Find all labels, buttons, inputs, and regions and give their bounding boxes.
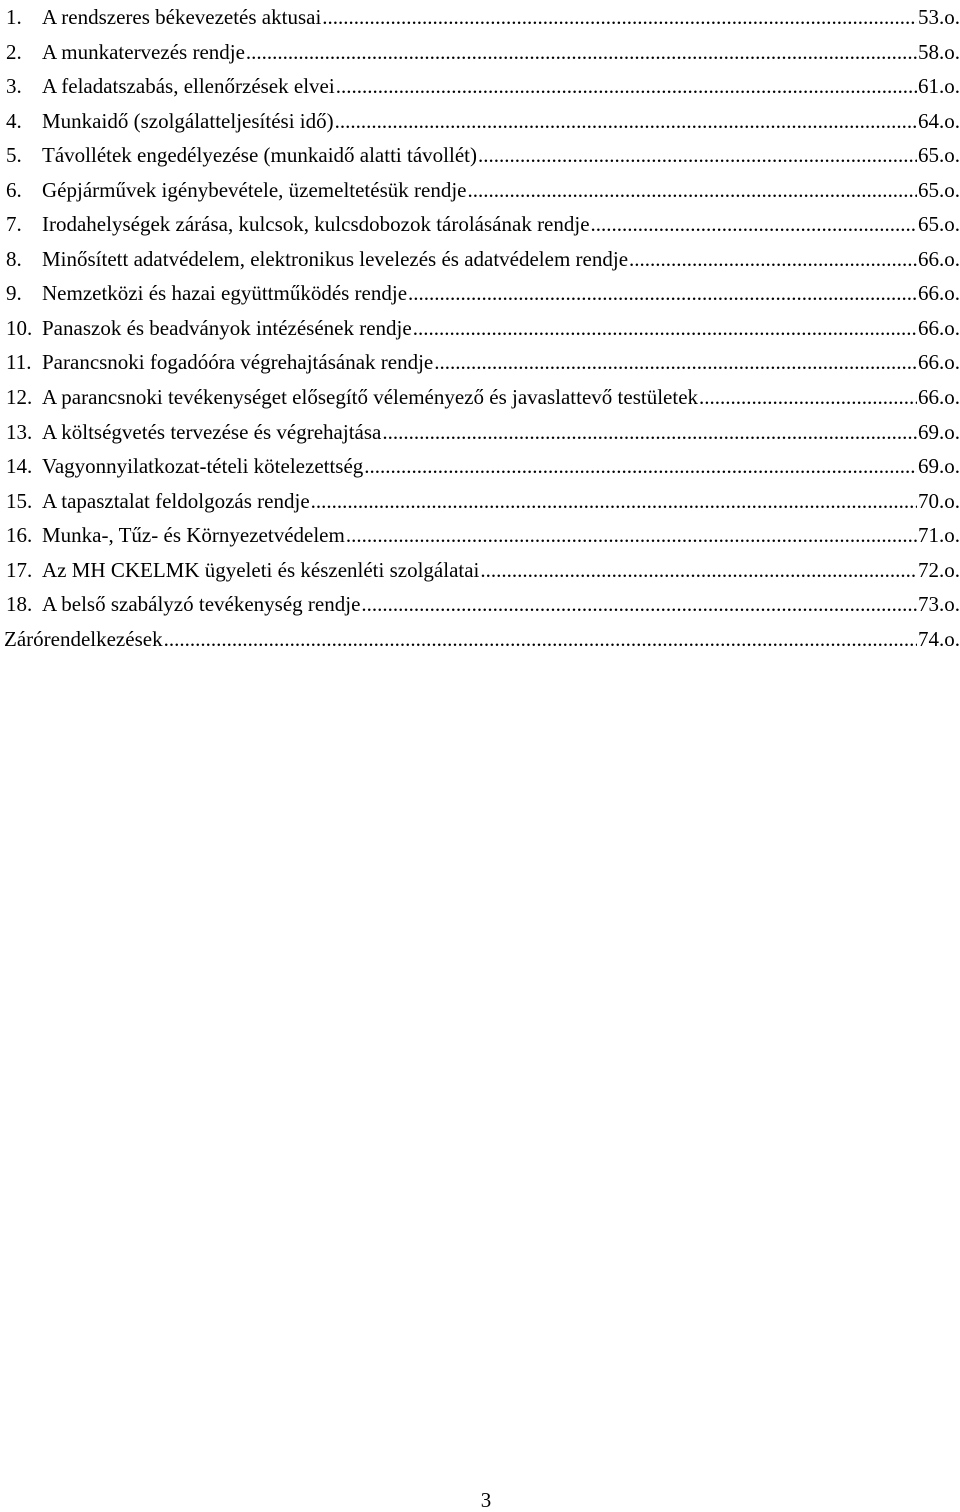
toc-entry-number: 17. <box>6 557 33 582</box>
toc-entry-page: 65.o. <box>918 212 960 237</box>
toc-leader-dots <box>478 138 917 173</box>
toc-entry-number: 7. <box>6 212 22 237</box>
toc-entry <box>6 449 960 484</box>
toc-entry-page: 64.o. <box>918 108 960 133</box>
toc-entry-page: 66.o. <box>918 385 960 410</box>
toc-leader-dots <box>311 484 917 519</box>
toc-leader-dots <box>335 104 917 139</box>
toc-entry-title: A rendszeres békevezetés aktusai <box>42 5 322 29</box>
toc-entry <box>6 35 960 70</box>
page-number: 3 <box>480 1488 492 1512</box>
toc-entry-title: Munkaidő (szolgálatteljesítési idő) <box>42 108 334 133</box>
toc-entry-number: 4. <box>6 108 22 133</box>
toc-entry <box>6 380 960 415</box>
toc-entry <box>6 276 960 311</box>
toc-entry-page: 58.o. <box>918 39 960 64</box>
toc-entry <box>6 104 960 139</box>
toc-entry-title: A belső szabályzó tevékenység rendje <box>42 592 361 617</box>
toc-entry-title: A tapasztalat feldolgozás rendje <box>42 488 310 513</box>
toc-entry <box>6 173 960 208</box>
toc-entry <box>6 207 960 242</box>
toc-entry-title: A feladatszabás, ellenőrzések elvei <box>42 74 335 99</box>
toc-entry-number: 3. <box>6 74 22 99</box>
toc-entry-title: Irodahelységek zárása, kulcsok, kulcsdobozok tárolásának rendje <box>42 212 590 237</box>
toc-leader-dots <box>434 345 917 380</box>
toc-entry-page: 69.o. <box>918 454 960 479</box>
toc-entry <box>6 345 960 380</box>
toc-entry <box>6 415 960 450</box>
toc-entry-page: 65.o. <box>918 143 960 168</box>
toc-leader-dots <box>480 553 917 588</box>
toc-entry-number: 5. <box>6 143 22 168</box>
toc-entry-number: 9. <box>6 281 22 306</box>
toc-entry <box>6 587 960 622</box>
toc-entry-number: 2. <box>6 39 22 64</box>
toc-leader-dots <box>346 518 917 553</box>
toc-entry-number: 11. <box>6 350 32 375</box>
toc-leader-dots <box>361 587 917 622</box>
toc-entry <box>6 69 960 104</box>
toc-entry-page: 69.o. <box>918 419 960 444</box>
toc-leader-dots <box>629 242 917 277</box>
toc-entry-closing <box>4 622 960 657</box>
toc-entry-title: Munka-, Tűz- és Környezetvédelem <box>42 523 345 548</box>
toc-entry-page: 73.o. <box>918 592 960 617</box>
toc-entry-page: 74.o. <box>918 626 960 651</box>
toc-entry-number: 8. <box>6 246 22 271</box>
toc-leader-dots <box>164 622 917 657</box>
toc-entry-title: Zárórendelkezések <box>4 626 163 651</box>
toc-entry-number: 15. <box>6 488 33 513</box>
toc-entry-page: 66.o. <box>918 315 960 340</box>
toc-leader-dots <box>336 69 917 104</box>
toc-leader-dots <box>413 311 917 346</box>
toc-entry-page: 61.o. <box>918 74 960 99</box>
toc-leader-dots <box>246 35 917 70</box>
toc-entry-page: 53.o. <box>918 5 960 29</box>
toc-entry-title: Nemzetközi és hazai együttműködés rendje <box>42 281 408 306</box>
toc-entry-title: Minősített adatvédelem, elektronikus levelezés és adatvédelem rendje <box>42 246 629 271</box>
toc-entry-page: 66.o. <box>918 281 960 306</box>
toc-leader-dots <box>322 0 917 35</box>
toc-leader-dots <box>467 173 917 208</box>
toc-entry <box>6 484 960 519</box>
toc-entry-title: A parancsnoki tevékenységet elősegítő véleményező és javaslattevő testületek <box>42 385 699 410</box>
table-of-contents <box>6 0 960 656</box>
toc-entry-page: 70.o. <box>918 488 960 513</box>
toc-entry-page: 66.o. <box>918 246 960 271</box>
toc-entry-number: 16. <box>6 523 33 548</box>
toc-entry <box>6 518 960 553</box>
toc-leader-dots <box>591 207 917 242</box>
toc-entry-title: A költségvetés tervezése és végrehajtása <box>42 419 382 444</box>
toc-entry-number: 10. <box>6 315 33 340</box>
toc-entry <box>6 242 960 277</box>
toc-leader-dots <box>699 380 917 415</box>
toc-entry <box>6 0 960 35</box>
toc-entry <box>6 553 960 588</box>
toc-entry-number: 18. <box>6 592 33 617</box>
toc-entry-number: 13. <box>6 419 33 444</box>
toc-entry <box>6 311 960 346</box>
toc-entry-page: 66.o. <box>918 350 960 375</box>
toc-entry-title: Panaszok és beadványok intézésének rendje <box>42 315 412 340</box>
toc-leader-dots <box>382 415 917 450</box>
toc-entry-number: 14. <box>6 454 33 479</box>
toc-entry-number: 12. <box>6 385 33 410</box>
toc-entry-page: 71.o. <box>918 523 960 548</box>
toc-entry-number: 6. <box>6 177 22 202</box>
toc-entry-title: Gépjárművek igénybevétele, üzemeltetésük rendje <box>42 177 467 202</box>
toc-entry-title: Az MH CKELMK ügyeleti és készenléti szolgálatai <box>42 557 480 582</box>
toc-entry <box>6 138 960 173</box>
toc-entry-title: Vagyonnyilatkozat-tételi kötelezettség <box>42 454 364 479</box>
toc-entry-title: Távollétek engedélyezése (munkaidő alatti távollét) <box>42 143 477 168</box>
toc-leader-dots <box>364 449 917 484</box>
toc-entry-title: A munkatervezés rendje <box>42 39 245 64</box>
toc-entry-page: 72.o. <box>918 557 960 582</box>
toc-entry-title: Parancsnoki fogadóóra végrehajtásának rendje <box>42 350 434 375</box>
toc-entry-number: 1. <box>6 5 22 29</box>
toc-leader-dots <box>408 276 917 311</box>
toc-entry-page: 65.o. <box>918 177 960 202</box>
